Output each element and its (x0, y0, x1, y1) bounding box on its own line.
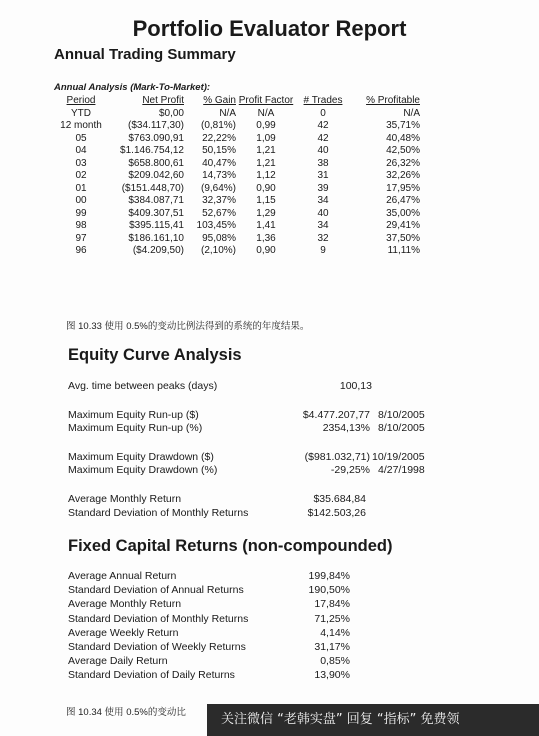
fixed-return-value: 4,14% (320, 626, 350, 639)
cell-profit-factor: 1,29 (256, 207, 276, 219)
cell-profit-factor: 1,12 (256, 170, 276, 182)
fixed-return-label: Average Daily Return (68, 655, 168, 668)
cell-profit-factor: 1,36 (256, 232, 276, 244)
fixed-return-value: 71,25% (314, 612, 350, 625)
watermark-banner: 关注微信 “老韩实盘” 回复 “指标” 免费领 (207, 704, 539, 736)
cell-net-profit: $0,00 (158, 107, 184, 119)
cell-period: 05 (75, 132, 87, 144)
fixed-capital-heading: Fixed Capital Returns (non-compounded) (68, 537, 393, 555)
cell-period: 12 month (60, 120, 102, 132)
table-row (52, 245, 420, 258)
col-header-net-profit: Net Profit (142, 95, 184, 106)
cell-period: 96 (75, 245, 87, 257)
fixed-return-label: Standard Deviation of Annual Returns (68, 584, 244, 597)
cell-net-profit: $658.800,61 (128, 157, 184, 169)
cell-net-profit: $763.090,91 (128, 132, 184, 144)
cell-net-profit: $186.161,10 (128, 232, 184, 244)
fixed-return-value: 190,50% (308, 584, 350, 597)
figure-caption-10-33: 图 10.33 使用 0.5%的变动比例法得到的系统的年度结果。 (66, 321, 310, 332)
equity-curve-heading: Equity Curve Analysis (68, 346, 242, 364)
cell-trades: 34 (317, 195, 329, 207)
figure-caption-10-34: 图 10.34 使用 0.5%的变动比 (66, 707, 186, 718)
table-row (52, 182, 420, 195)
fixed-return-label: Average Monthly Return (68, 598, 182, 611)
table-row (52, 207, 420, 220)
cell-period: 03 (75, 157, 87, 169)
cell-net-profit: ($151.448,70) (121, 182, 184, 194)
avg-monthly-return-label: Average Monthly Return (68, 493, 182, 505)
cell-pct-gain: 32,37% (202, 195, 236, 207)
cell-trades: 39 (317, 182, 329, 194)
fixed-return-value: 13,90% (314, 669, 350, 682)
cell-period: 00 (75, 195, 87, 207)
cell-pct-gain: N/A (219, 107, 236, 119)
cell-profit-factor: 0,99 (256, 120, 276, 132)
cell-period: 97 (75, 232, 87, 244)
cell-profit-factor: 1,41 (256, 220, 276, 232)
table-row (52, 195, 420, 208)
cell-pct-gain: 52,67% (202, 207, 236, 219)
report-title: Portfolio Evaluator Report (132, 16, 407, 41)
fixed-return-label: Standard Deviation of Daily Returns (68, 669, 235, 682)
cell-pct-profitable: 35,71% (386, 120, 420, 132)
cell-trades: 40 (317, 145, 329, 157)
cell-profit-factor: 1,09 (256, 132, 276, 144)
cell-trades: 9 (320, 245, 326, 257)
cell-trades: 40 (317, 207, 329, 219)
max-runup-usd-date: 8/10/2005 (378, 409, 425, 421)
cell-net-profit: ($34.117,30) (128, 120, 184, 132)
cell-pct-gain: 14,73% (202, 170, 236, 182)
cell-period: 04 (75, 145, 87, 157)
cell-period: YTD (71, 107, 91, 119)
max-drawdown-pct-label: Maximum Equity Drawdown (%) (68, 464, 218, 476)
cell-profit-factor: 1,15 (256, 195, 276, 207)
cell-trades: 32 (317, 232, 329, 244)
avg-monthly-return-value: $35.684,84 (313, 493, 366, 505)
max-drawdown-usd-value: ($981.032,71) (304, 451, 370, 463)
cell-trades: 31 (317, 170, 329, 182)
table-row (52, 232, 420, 245)
fixed-return-value: 199,84% (308, 570, 350, 582)
cell-trades: 42 (317, 120, 329, 132)
std-monthly-returns-value: $142.503,26 (307, 507, 366, 519)
cell-pct-profitable: 42,50% (386, 145, 420, 157)
cell-net-profit: $384.087,71 (128, 195, 184, 207)
cell-period: 02 (75, 170, 87, 182)
cell-pct-gain: (9,64%) (200, 182, 236, 194)
fixed-return-value: 0,85% (320, 655, 350, 668)
table-row (52, 220, 420, 233)
cell-profit-factor: 1,21 (256, 157, 276, 169)
col-header-profit-factor: Profit Factor (238, 95, 294, 106)
avg-time-between-peaks-value: 100,13 (339, 380, 372, 392)
max-runup-pct-value: 2354,13% (322, 422, 370, 434)
cell-pct-profitable: 37,50% (386, 232, 420, 244)
table-row (52, 170, 420, 183)
std-monthly-returns-label: Standard Deviation of Monthly Returns (68, 507, 249, 519)
max-runup-usd-value: $4.477.207,77 (302, 409, 370, 421)
cell-net-profit: $409.307,51 (128, 207, 184, 219)
max-runup-pct-date: 8/10/2005 (378, 422, 425, 434)
fixed-return-label: Standard Deviation of Weekly Returns (68, 641, 246, 653)
cell-pct-gain: 40,47% (202, 157, 236, 169)
cell-pct-profitable: 32,26% (386, 170, 420, 182)
cell-trades: 42 (317, 132, 329, 144)
cell-profit-factor: 0,90 (256, 182, 276, 194)
max-runup-usd-label: Maximum Equity Run-up ($) (68, 409, 199, 421)
cell-pct-gain: (0,81%) (200, 120, 236, 132)
table-row (52, 120, 420, 133)
table-row (52, 145, 420, 158)
cell-pct-gain: 50,15% (202, 145, 236, 157)
cell-pct-profitable: 29,41% (386, 220, 420, 232)
cell-net-profit: $1.146.754,12 (120, 145, 184, 157)
fixed-return-value: 17,84% (314, 598, 350, 611)
cell-profit-factor: N/A (257, 107, 275, 119)
cell-pct-gain: 103,45% (196, 220, 236, 232)
fixed-return-label: Average Weekly Return (68, 626, 179, 639)
max-runup-pct-label: Maximum Equity Run-up (%) (68, 422, 203, 434)
table-row (52, 132, 420, 145)
cell-profit-factor: 1,21 (256, 145, 276, 157)
cell-pct-profitable: 26,47% (386, 195, 420, 207)
cell-trades: 34 (317, 220, 329, 232)
fixed-return-label: Average Annual Return (68, 570, 177, 582)
annual-analysis-label: Annual Analysis (Mark-To-Market): (54, 82, 211, 93)
max-drawdown-usd-date: 10/19/2005 (372, 451, 425, 463)
max-drawdown-usd-label: Maximum Equity Drawdown ($) (68, 451, 214, 463)
cell-pct-gain: (2,10%) (200, 245, 236, 257)
report-subtitle: Annual Trading Summary (54, 46, 236, 63)
avg-time-between-peaks-label: Avg. time between peaks (days) (68, 380, 218, 392)
col-header-pct-gain: % Gain (203, 95, 236, 106)
col-header-pct-profitable: % Profitable (366, 95, 420, 106)
cell-pct-profitable: 11,11% (387, 245, 420, 257)
annual-analysis-table (52, 94, 420, 257)
cell-period: 01 (75, 182, 87, 194)
cell-pct-gain: 22,22% (202, 132, 236, 144)
cell-pct-profitable: N/A (403, 107, 420, 119)
max-drawdown-pct-value: -29,25% (330, 464, 370, 476)
col-header-trades: # Trades (303, 95, 343, 106)
max-drawdown-pct-date: 4/27/1998 (378, 464, 425, 476)
cell-net-profit: $209.042,60 (128, 170, 184, 182)
cell-trades: 38 (317, 157, 329, 169)
cell-pct-profitable: 40,48% (386, 132, 420, 144)
cell-pct-profitable: 26,32% (386, 157, 420, 169)
cell-profit-factor: 0,90 (256, 245, 276, 257)
table-row (52, 107, 420, 120)
cell-period: 99 (75, 207, 87, 219)
cell-pct-profitable: 17,95% (386, 182, 420, 194)
cell-net-profit: $395.115,41 (129, 220, 184, 232)
cell-pct-gain: 95,08% (202, 232, 236, 244)
col-header-period: Period (66, 95, 96, 106)
cell-pct-profitable: 35,00% (386, 207, 420, 219)
fixed-return-value: 31,17% (314, 641, 350, 653)
fixed-return-label: Standard Deviation of Monthly Returns (68, 612, 249, 625)
cell-trades: 0 (320, 107, 326, 119)
annual-table-header-row (52, 94, 420, 107)
table-row (52, 157, 420, 170)
cell-period: 98 (75, 220, 87, 232)
cell-net-profit: ($4.209,50) (132, 245, 184, 257)
